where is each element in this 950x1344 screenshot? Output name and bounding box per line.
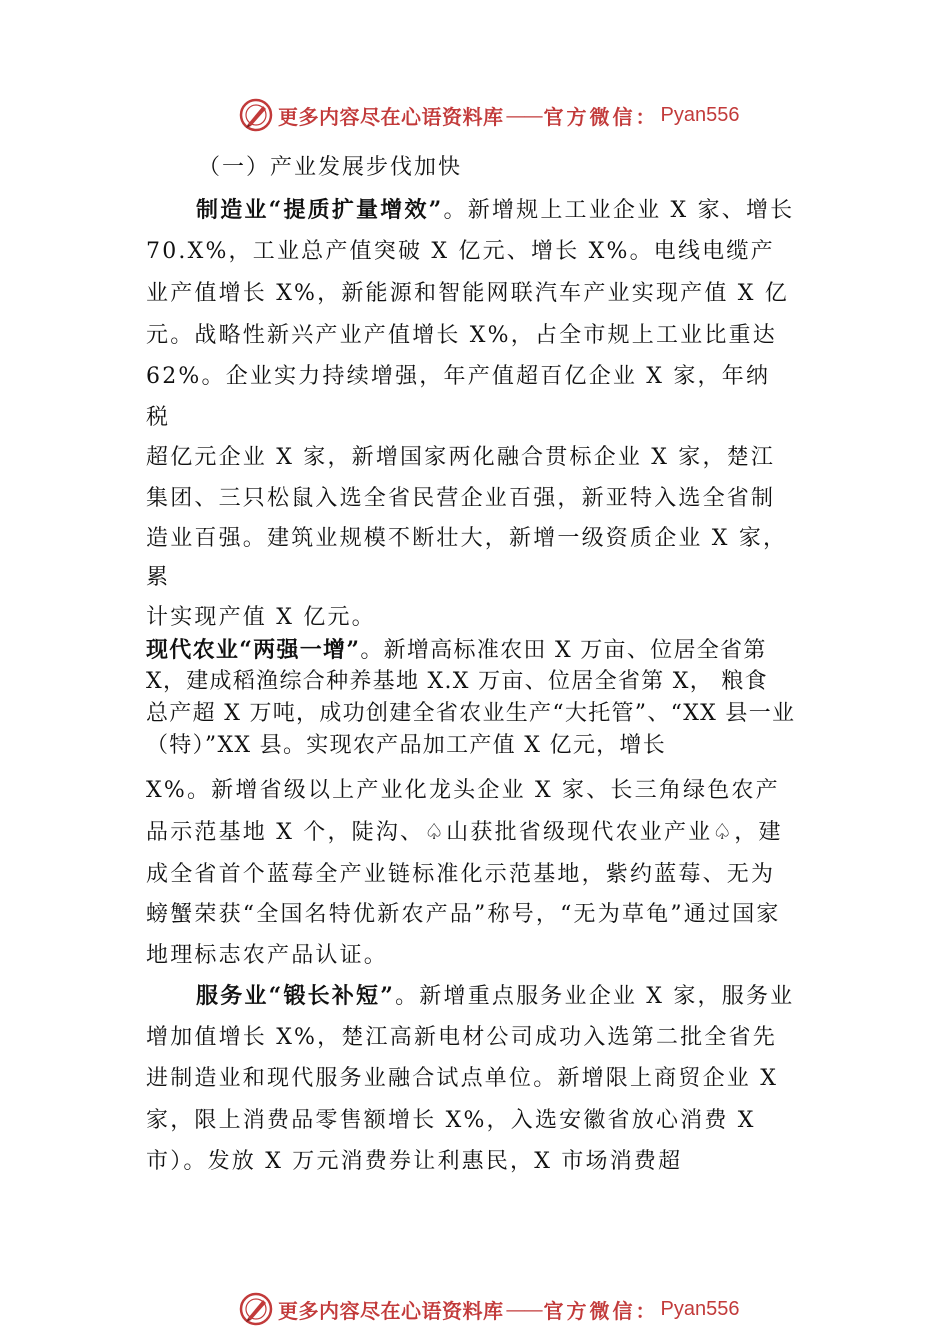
paragraph-line: 税: [146, 405, 171, 430]
paragraph-line: 62%。企业实力持续增强，年产值超百亿企业 X 家，年纳: [146, 364, 771, 389]
paragraph-line: 增加值增长 X%，楚江高新电材公司成功入选第二批全省先: [146, 1025, 777, 1050]
paragraph-line: 制造业“提质扩量增效”。新增规上工业企业 X 家、增长: [196, 197, 795, 223]
paragraph-line: 地理标志农产品认证。: [146, 943, 389, 968]
banner-site-text: 更多内容尽在心语资料库: [278, 104, 504, 129]
paragraph-line: 累: [146, 565, 171, 590]
banner-site-text: 更多内容尽在心语资料库: [278, 1298, 504, 1323]
header-banner: [238, 95, 739, 135]
paragraph-lead: 服务业“锻长补短”: [196, 983, 396, 1009]
paragraph-line: 服务业“锻长补短”。新增重点服务业企业 X 家，服务业: [196, 983, 795, 1009]
banner-wechat-label: 官方微信：: [543, 1298, 659, 1323]
paragraph-line: 现代农业“两强一增”。新增高标准农田 X 万亩、位居全省第: [146, 637, 767, 663]
banner-wechat-id: Pyan556: [660, 103, 740, 126]
paragraph-line: 市）。发放 X 万元消费券让利惠民，X 市场消费超: [146, 1149, 683, 1174]
paragraph-line: 品示范基地 X 个，陡沟、♤山获批省级现代农业产业♤，建: [146, 820, 783, 845]
paragraph-line: 家，限上消费品零售额增长 X%，入选安徽省放心消费 X: [146, 1108, 756, 1133]
paragraph-lead: 制造业“提质扩量增效”: [196, 197, 444, 223]
paragraph-line: 元。战略性新兴产业产值增长 X%，占全市规上工业比重达: [146, 323, 777, 348]
paragraph-line: X，建成稻渔综合种养基地 X.X 万亩、位居全省第 X， 粮食: [146, 669, 768, 694]
banner-wechat-id: Pyan556: [660, 1297, 740, 1320]
paragraph-line: X%。新增省级以上产业化龙头企业 X 家、长三角绿色农产: [146, 778, 780, 803]
paragraph-line: 造业百强。建筑业规模不断壮大，新增一级资质企业 X 家，: [146, 526, 788, 551]
paragraph-line: 70.X%，工业总产值突破 X 亿元、增长 X%。电线电缆产: [146, 239, 775, 264]
banner-dash: ——: [505, 1297, 542, 1321]
paragraph-line: 集团、三只松鼠入选全省民营企业百强，新亚特入选全省制: [146, 486, 776, 511]
banner-dash: ——: [505, 103, 542, 127]
paragraph-line: 业产值增长 X%，新能源和智能网联汽车产业实现产值 X 亿: [146, 281, 790, 306]
paragraph-line: 计实现产值 X 亿元。: [146, 605, 376, 630]
banner-wechat-label: 官方微信：: [543, 104, 659, 129]
paragraph-line: 螃蟹荣获“全国名特优新农产品”称号，“无为草龟”通过国家: [146, 902, 781, 927]
pen-logo-icon: [238, 1291, 274, 1327]
pen-logo-icon: [238, 97, 274, 133]
footer-banner: [238, 1289, 739, 1329]
section-heading: （一）产业发展步伐加快: [198, 155, 463, 180]
paragraph-line: （特）”XX 县。实现农产品加工产值 X 亿元，增长: [146, 733, 667, 758]
paragraph-lead: 现代农业“两强一增”: [146, 637, 361, 663]
paragraph-line: 超亿元企业 X 家，新增国家两化融合贯标企业 X 家，楚江: [146, 445, 776, 470]
paragraph-line: 总产超 X 万吨，成功创建全省农业生产“大托管”、“XX 县一业: [146, 701, 796, 726]
paragraph-line: 进制造业和现代服务业融合试点单位。新增限上商贸企业 X: [146, 1066, 779, 1091]
paragraph-line: 成全省首个蓝莓全产业链标准化示范基地，紫约蓝莓、无为: [146, 862, 776, 887]
